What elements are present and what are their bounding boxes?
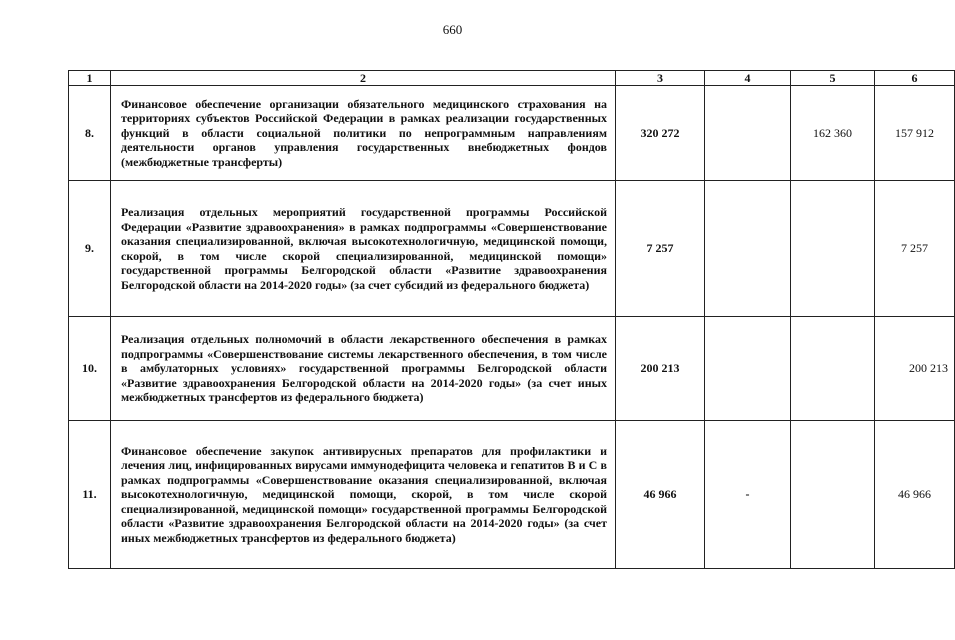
row-col6-value: 46 966 (875, 421, 955, 569)
page-number: 660 (442, 22, 463, 37)
row-number: 8. (69, 86, 111, 181)
row-col3-value: 320 272 (616, 86, 705, 181)
row-col3-value: 7 257 (616, 181, 705, 317)
row-col6-value: 200 213 (875, 317, 955, 421)
table-row (69, 421, 955, 569)
row-description: Финансовое обеспечение закупок антивирусных препаратов для профилактики и лечения лиц, инфицированных вирусами иммунодефицита человека и гепатитов В и С в рамках подпрограммы «Совершенствование оказания специализированной, включая высокотехнологичную, медицинской помощи, скорой, в том числе скорой специализированной, медицинской помощи» государственной программы Белгородской области «Развитие здравоохранения Белгородской области на 2014-2020 годы» (за счет иных межбюджетных трансфертов из федерального бюджета) (111, 421, 616, 569)
row-col6-value: 157 912 (875, 86, 955, 181)
header-col-6: 6 (875, 71, 955, 86)
header-row (69, 71, 955, 86)
row-col3-value: 46 966 (616, 421, 705, 569)
header-col-3: 3 (616, 71, 705, 86)
row-col4-value (705, 86, 791, 181)
table-row (69, 317, 955, 421)
row-col5-value (791, 317, 875, 421)
header-col-1: 1 (69, 71, 111, 86)
row-col4-value (705, 181, 791, 317)
header-col-2: 2 (111, 71, 616, 86)
budget-table (68, 70, 955, 569)
table-row (69, 86, 955, 181)
row-col3-value: 200 213 (616, 317, 705, 421)
row-col5-value: 162 360 (791, 86, 875, 181)
row-col4-value (705, 317, 791, 421)
row-col5-value (791, 421, 875, 569)
header-col-4: 4 (705, 71, 791, 86)
row-description: Финансовое обеспечение организации обязательного медицинского страхования на территориях субъектов Российской Федерации в рамках реализации государственных функций в области социальной политики по непрограммным направлениям деятельности органов управления государственных внебюджетных фондов (межбюджетные трансферты) (111, 86, 616, 181)
row-description: Реализация отдельных полномочий в области лекарственного обеспечения в рамках подпрограммы «Совершенствование системы лекарственного обеспечения, в том числе в амбулаторных условиях» государственной программы Белгородской области «Развитие здравоохранения Белгородской области на 2014-2020 годы» (за счет иных межбюджетных трансфертов из федерального бюджета) (111, 317, 616, 421)
table-row (69, 181, 955, 317)
row-col5-value (791, 181, 875, 317)
row-number: 10. (69, 317, 111, 421)
header-col-5: 5 (791, 71, 875, 86)
row-number: 9. (69, 181, 111, 317)
row-col6-value: 7 257 (875, 181, 955, 317)
row-number: 11. (69, 421, 111, 569)
row-col4-value: - (705, 421, 791, 569)
row-description: Реализация отдельных мероприятий государственной программы Российской Федерации «Развитие здравоохранения» в рамках подпрограммы «Совершенствование оказания специализированной, включая высокотехнологичную, медицинской помощи, скорой, в том числе скорой специализированной, медицинской помощи» государственной программы Белгородской области «Развитие здравоохранения Белгородской области на 2014-2020 годы» (за счет субсидий из федерального бюджета) (111, 181, 616, 317)
